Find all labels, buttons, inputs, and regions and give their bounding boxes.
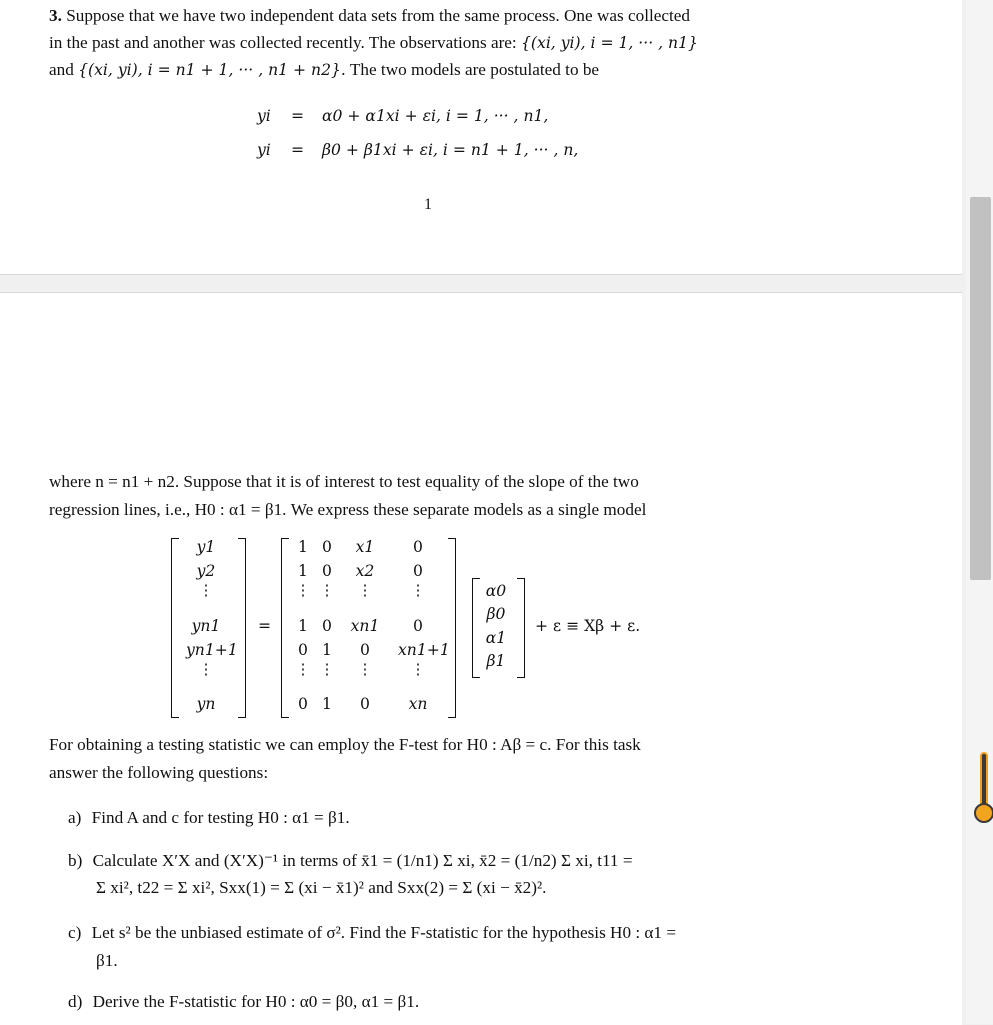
document-page-1 [0,0,962,275]
matrix-tail-text: + ε ≡ Xβ + ε. [535,617,641,635]
design-matrix-cell: ⋮ [357,583,373,599]
second-data-set-math: {(xi, yi), i = n1 + 1, ··· , n1 + n2}. [78,61,346,79]
design-matrix-cell: ⋮ [295,583,311,599]
design-matrix-cell: 0 [360,695,370,713]
intro-line-1 [49,7,690,24]
y-vector-entry: yn1+1 [186,641,238,659]
question-a [68,809,350,826]
question-d-label: d) [68,992,83,1011]
y-vector-entry: ⋮ [198,583,214,599]
question-c-line-1: Let s² be the unbiased estimate of σ². Find the F-statistic for the hypothesis H0 : α1 = [91,923,677,942]
y-vector-entry: y1 [196,538,216,556]
design-matrix-cell: ⋮ [295,662,311,678]
where-line-2: regression lines, i.e., H0 : α1 = β1. We express these separate models as a single model [49,500,647,519]
design-matrix-cell: 0 [298,641,308,659]
design-matrix-cell: 1 [298,617,308,635]
design-matrix-cell: 1 [322,695,332,713]
x-bracket-right [448,538,456,718]
beta-bracket-right [517,578,525,678]
design-matrix-cell: 0 [413,562,423,580]
design-matrix-cell: 0 [322,562,332,580]
design-matrix-cell: ⋮ [410,662,426,678]
eq2-rhs: β0 + β1xi + εi, i = n1 + 1, ··· , n, [322,141,579,159]
design-matrix-cell: 0 [322,538,332,556]
design-matrix-cell: 1 [298,538,308,556]
design-matrix-cell: x1 [355,538,375,556]
question-b-line-2: Σ xi², t22 = Σ xi², Sxx(1) = Σ (xi − x̄1)² and Sxx(2) = Σ (xi − x̄2)². [96,878,547,897]
question-c [68,924,676,941]
design-matrix-cell: ⋮ [410,583,426,599]
zoom-slider-knob[interactable] [974,803,993,823]
y-vector-entry: yn1 [191,617,221,635]
intro-line-3 [49,61,599,79]
intro-and: and [49,60,74,79]
y-vector-entry: y2 [196,562,216,580]
design-matrix-cell: 0 [413,617,423,635]
design-matrix-cell: xn1 [350,617,380,635]
design-matrix-cell: 1 [322,641,332,659]
ftest-line-1: For obtaining a testing statistic we can employ the F-test for H0 : Aβ = c. For this task [49,735,641,754]
design-matrix-cell: 0 [298,695,308,713]
eq2-equals: = [291,141,305,159]
question-a-label: a) [68,808,82,827]
first-data-set-math: {(xi, yi), i = 1, ··· , n1} [521,34,698,52]
where-line-1: where n = n1 + n2. Suppose that it is of interest to test equality of the slope of the two [49,472,639,491]
eq1-lhs: yi [257,107,271,125]
eq1-rhs: α0 + α1xi + εi, i = 1, ··· , n1, [322,107,549,125]
design-matrix-cell: ⋮ [319,583,335,599]
intro-text-2: in the past and another was collected recently. The observations are: [49,33,517,52]
design-matrix-cell: xn [408,695,428,713]
beta-vector-entry: β1 [486,652,506,670]
question-d [68,993,419,1010]
y-vector-entry: ⋮ [198,662,214,678]
intro-line-2 [49,34,698,52]
question-b [68,852,633,869]
design-matrix-cell: 0 [322,617,332,635]
y-bracket-right [238,538,246,718]
y-bracket-left [171,538,179,718]
design-matrix-cell: ⋮ [319,662,335,678]
document-page-2 [0,292,962,1025]
question-c-label: c) [68,923,82,942]
eq2-lhs: yi [257,141,271,159]
problem-number: 3. [49,6,62,25]
design-matrix-cell: x2 [355,562,375,580]
intro-text-1: Suppose that we have two independent data sets from the same process. One was collected [66,6,690,25]
question-b-line-1: Calculate X′X and (X′X)⁻¹ in terms of x̄1 = (1/n1) Σ xi, x̄2 = (1/n2) Σ xi, t11 = [92,851,633,870]
scrollbar-thumb[interactable] [970,197,991,580]
question-d-text: Derive the F-statistic for H0 : α0 = β0, α1 = β1. [92,992,420,1011]
question-b-label: b) [68,851,83,870]
matrix-tail [535,619,640,635]
design-matrix-cell: 0 [413,538,423,556]
design-matrix-cell: ⋮ [357,662,373,678]
intro-text-3: The two models are postulated to be [349,60,600,79]
matrix-equals: = [258,617,272,635]
question-a-text: Find A and c for testing H0 : α1 = β1. [91,808,350,827]
design-matrix-cell: 0 [360,641,370,659]
question-c-line-2: β1. [96,951,118,970]
eq1-equals: = [291,107,305,125]
beta-vector-entry: β0 [486,605,506,623]
beta-vector-entry: α1 [485,629,507,647]
page-number: 1 [424,196,432,213]
design-matrix-cell: 1 [298,562,308,580]
beta-vector-entry: α0 [485,582,507,600]
y-vector-entry: yn [196,695,216,713]
design-matrix-cell: xn1+1 [398,641,450,659]
ftest-line-2: answer the following questions: [49,763,269,782]
